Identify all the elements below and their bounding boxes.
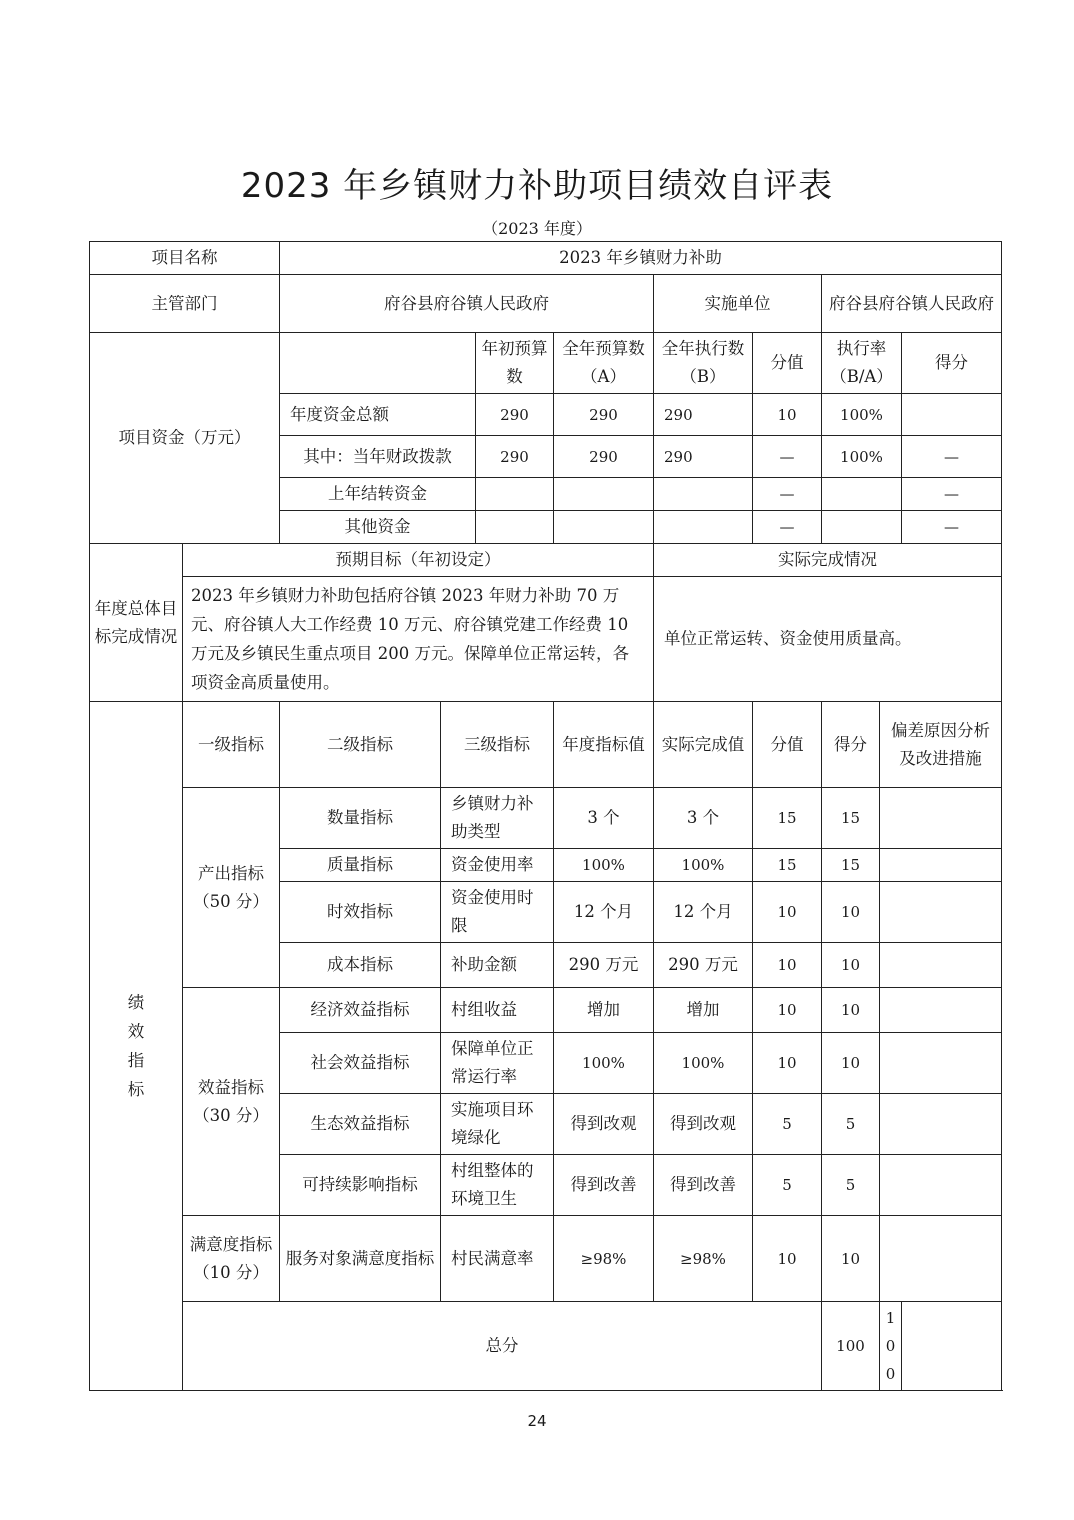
perf-group-points: （30 分） xyxy=(193,1105,269,1125)
funds-header: 全年执行数（B） xyxy=(654,333,753,394)
perf-group-name: 产出指标 xyxy=(198,863,264,883)
funds-cell: 290 xyxy=(554,436,654,478)
funds-cell: — xyxy=(753,436,822,478)
perf-header: 分值 xyxy=(753,702,822,788)
funds-cell: — xyxy=(753,478,822,511)
funds-cell xyxy=(554,478,654,511)
perf-score: 10 xyxy=(753,943,822,988)
funds-cell: 290 xyxy=(476,436,554,478)
funds-header-blank xyxy=(280,333,476,394)
perf-l2: 社会效益指标 xyxy=(280,1033,441,1094)
perf-l3: 村组收益 xyxy=(441,988,554,1033)
funds-cell: 100% xyxy=(822,436,902,478)
perf-l2: 可持续影响指标 xyxy=(280,1155,441,1216)
perf-header: 实际完成值 xyxy=(654,702,753,788)
perf-score: 5 xyxy=(753,1094,822,1155)
funds-cell: — xyxy=(902,436,1002,478)
perf-row xyxy=(90,788,1002,849)
total-label: 总分 xyxy=(183,1302,822,1391)
perf-group-label xyxy=(183,988,280,1216)
perf-actual: 3 个 xyxy=(654,788,753,849)
perf-score: 15 xyxy=(753,849,822,882)
funds-label: 项目资金（万元） xyxy=(90,333,280,544)
perf-got: 10 xyxy=(822,882,880,943)
project-name-label: 项目名称 xyxy=(90,242,280,275)
perf-header: 年度指标值 xyxy=(554,702,654,788)
perf-actual: ≥98% xyxy=(654,1216,753,1302)
perf-target: 得到改观 xyxy=(554,1094,654,1155)
perf-row xyxy=(90,1216,1002,1302)
perf-header: 三级指标 xyxy=(441,702,554,788)
perf-l2: 服务对象满意度指标 xyxy=(280,1216,441,1302)
goals-label: 年度总体目标完成情况 xyxy=(90,544,183,702)
perf-header: 一级指标 xyxy=(183,702,280,788)
funds-row-label: 年度资金总额 xyxy=(280,394,476,436)
project-name-value: 2023 年乡镇财力补助 xyxy=(280,242,1002,275)
funds-row-label: 其中：当年财政拨款 xyxy=(280,436,476,478)
perf-got: 5 xyxy=(822,1094,880,1155)
funds-cell: — xyxy=(902,511,1002,544)
perf-actual: 得到改观 xyxy=(654,1094,753,1155)
perf-group-points: （10 分） xyxy=(193,1262,269,1282)
perf-actual: 12 个月 xyxy=(654,882,753,943)
perf-got: 10 xyxy=(822,988,880,1033)
perf-group-label xyxy=(183,788,280,988)
expected-goal-header: 预期目标（年初设定） xyxy=(183,544,654,577)
funds-cell xyxy=(476,511,554,544)
perf-actual: 100% xyxy=(654,849,753,882)
perf-note xyxy=(880,1094,1002,1155)
document-subtitle: （2023 年度） xyxy=(482,219,592,238)
perf-score: 10 xyxy=(753,882,822,943)
funds-header: 分值 xyxy=(753,333,822,394)
funds-cell xyxy=(902,394,1002,436)
perf-got: 10 xyxy=(822,1033,880,1094)
funds-cell xyxy=(654,478,753,511)
perf-score: 15 xyxy=(753,788,822,849)
perf-got: 5 xyxy=(822,1155,880,1216)
unit-value: 府谷县府谷镇人民政府 xyxy=(822,275,1002,333)
document-title: 2023 年乡镇财力补助项目绩效自评表 xyxy=(240,166,834,206)
perf-l2: 质量指标 xyxy=(280,849,441,882)
perf-l2: 数量指标 xyxy=(280,788,441,849)
goals-header-row xyxy=(90,544,1002,577)
perf-note xyxy=(880,882,1002,943)
perf-actual: 100% xyxy=(654,1033,753,1094)
perf-target: 12 个月 xyxy=(554,882,654,943)
perf-group-name: 满意度指标 xyxy=(189,1234,273,1254)
funds-cell xyxy=(476,478,554,511)
perf-note xyxy=(880,1033,1002,1094)
funds-cell: 100% xyxy=(822,394,902,436)
perf-group-name: 效益指标 xyxy=(198,1077,264,1097)
funds-header: 执行率（B/A） xyxy=(822,333,902,394)
total-score: 100 xyxy=(822,1302,880,1391)
perf-l3: 乡镇财力补助类型 xyxy=(441,788,554,849)
perf-l2: 成本指标 xyxy=(280,943,441,988)
funds-row-label: 上年结转资金 xyxy=(280,478,476,511)
funds-row-label: 其他资金 xyxy=(280,511,476,544)
perf-target: 3 个 xyxy=(554,788,654,849)
funds-cell xyxy=(822,478,902,511)
perf-actual: 增加 xyxy=(654,988,753,1033)
perf-note xyxy=(880,943,1002,988)
perf-row xyxy=(90,988,1002,1033)
funds-header-row xyxy=(90,333,1002,394)
perf-header: 二级指标 xyxy=(280,702,441,788)
perf-target: 100% xyxy=(554,1033,654,1094)
funds-header: 得分 xyxy=(902,333,1002,394)
perf-l2: 时效指标 xyxy=(280,882,441,943)
perf-actual: 290 万元 xyxy=(654,943,753,988)
perf-got: 15 xyxy=(822,849,880,882)
funds-header: 年初预算数 xyxy=(476,333,554,394)
perf-label-char: 绩 xyxy=(127,993,145,1012)
perf-note xyxy=(880,988,1002,1033)
funds-cell xyxy=(822,511,902,544)
perf-target: ≥98% xyxy=(554,1216,654,1302)
perf-l3: 村组整体的环境卫生 xyxy=(441,1155,554,1216)
funds-cell xyxy=(554,511,654,544)
perf-l2: 经济效益指标 xyxy=(280,988,441,1033)
perf-header: 得分 xyxy=(822,702,880,788)
dept-label: 主管部门 xyxy=(90,275,280,333)
funds-cell: 290 xyxy=(476,394,554,436)
perf-note xyxy=(880,788,1002,849)
perf-target: 增加 xyxy=(554,988,654,1033)
perf-group-points: （50 分） xyxy=(193,891,269,911)
perf-target: 100% xyxy=(554,849,654,882)
unit-label: 实施单位 xyxy=(654,275,822,333)
perf-got: 10 xyxy=(822,1216,880,1302)
funds-cell: 10 xyxy=(753,394,822,436)
expected-goal-text: 2023 年乡镇财力补助包括府谷镇 2023 年财力补助 70 万元、府谷镇人大工作经费 10 万元、府谷镇党建工作经费 10 万元及乡镇民生重点项目 200 万元。保障单位正常运转，各项资金高质量使用。 xyxy=(183,577,654,702)
perf-header-row xyxy=(90,702,1002,788)
perf-label-char: 标 xyxy=(127,1080,145,1099)
perf-actual: 得到改善 xyxy=(654,1155,753,1216)
funds-cell xyxy=(654,511,753,544)
perf-l2: 生态效益指标 xyxy=(280,1094,441,1155)
department-row xyxy=(90,275,1002,333)
funds-cell: 290 xyxy=(554,394,654,436)
perf-got: 15 xyxy=(822,788,880,849)
perf-l3: 实施项目环境绿化 xyxy=(441,1094,554,1155)
funds-cell: — xyxy=(902,478,1002,511)
evaluation-table xyxy=(89,241,1002,1391)
page-number: 24 xyxy=(527,1412,547,1430)
perf-got: 10 xyxy=(822,943,880,988)
actual-result-text: 单位正常运转、资金使用质量高。 xyxy=(654,577,1002,702)
dept-value: 府谷县府谷镇人民政府 xyxy=(280,275,654,333)
perf-target: 得到改善 xyxy=(554,1155,654,1216)
perf-target: 290 万元 xyxy=(554,943,654,988)
perf-l3: 资金使用时限 xyxy=(441,882,554,943)
perf-label-char: 指 xyxy=(127,1051,145,1070)
perf-l3: 补助金额 xyxy=(441,943,554,988)
perf-l3: 资金使用率 xyxy=(441,849,554,882)
goals-row xyxy=(90,577,1002,702)
funds-header: 全年预算数（A） xyxy=(554,333,654,394)
perf-note xyxy=(880,1216,1002,1302)
project-name-row xyxy=(90,242,1002,275)
perf-l3: 保障单位正常运行率 xyxy=(441,1033,554,1094)
perf-header: 偏差原因分析及改进措施 xyxy=(880,702,1002,788)
perf-score: 10 xyxy=(753,1216,822,1302)
perf-label-char: 效 xyxy=(127,1022,145,1041)
actual-result-header: 实际完成情况 xyxy=(654,544,1002,577)
perf-score: 5 xyxy=(753,1155,822,1216)
perf-score: 10 xyxy=(753,1033,822,1094)
perf-note xyxy=(880,1155,1002,1216)
perf-score: 10 xyxy=(753,988,822,1033)
funds-cell: 290 xyxy=(654,436,753,478)
funds-cell: — xyxy=(753,511,822,544)
perf-label xyxy=(90,702,183,1391)
perf-group-label xyxy=(183,1216,280,1302)
perf-l3: 村民满意率 xyxy=(441,1216,554,1302)
perf-note xyxy=(880,849,1002,882)
funds-cell: 290 xyxy=(654,394,753,436)
total-row xyxy=(90,1302,1002,1391)
total-got: 100 xyxy=(880,1302,902,1391)
total-note xyxy=(902,1302,1002,1391)
